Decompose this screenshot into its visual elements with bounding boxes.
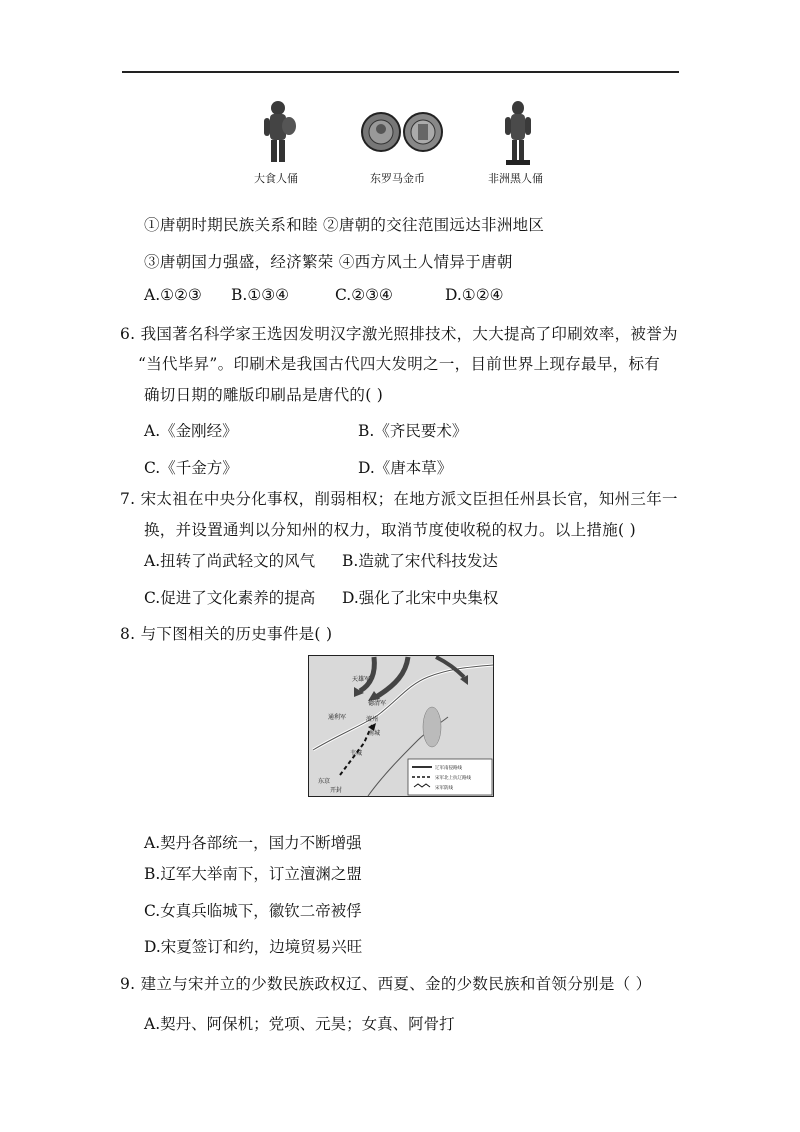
q8-option-a[interactable]: A.契丹各部统一，国力不断增强 [144, 834, 362, 852]
label-chanzhou: 澶州 [366, 716, 379, 723]
legend-liao: 辽军南侵路线 [435, 766, 462, 771]
q5-option-b[interactable]: B.①③④ [231, 286, 290, 304]
q9-option-a[interactable]: A.契丹、阿保机；党项、元昊；女真、阿骨打 [144, 1015, 455, 1033]
q7-option-d[interactable]: D.强化了北宋中央集权 [342, 589, 499, 607]
label-tongli: 通利军 [328, 714, 347, 721]
byzantine-coins-image [360, 110, 446, 154]
label-kaifeng: 开封 [330, 787, 343, 794]
q6-option-a[interactable]: A.《金刚经》 [144, 422, 238, 440]
chanyuan-map [308, 655, 494, 797]
q7-line-1: 7. 宋太祖在中央分化事权，削弱相权；在地方派文臣担任州县长官，知州三年一 [120, 490, 678, 508]
q8-option-b[interactable]: B.辽军大举南下，订立澶渊之盟 [144, 865, 362, 883]
q7-option-c[interactable]: C.促进了文化素养的提高 [144, 589, 316, 607]
header-rule [122, 71, 679, 73]
q8-option-d[interactable]: D.宋夏签订和约，边境贸易兴旺 [144, 938, 363, 956]
label-dongjing: 东京 [318, 778, 331, 785]
caption-african: 非洲黑人俑 [488, 172, 543, 185]
q5-option-d[interactable]: D.①②④ [445, 286, 504, 304]
q6-line-1: 6. 我国著名科学家王选因发明汉字激光照排技术，大大提高了印刷效率，被誉为 [120, 325, 678, 343]
q5-option-a[interactable]: A.①②③ [144, 286, 202, 304]
q6-option-d[interactable]: D.《唐本草》 [358, 459, 453, 477]
q6-line-2: “当代毕昇”。印刷术是我国古代四大发明之一，目前世界上现存最早，标有 [138, 355, 661, 373]
q5-statement-2: ③唐朝国力强盛，经济繁荣 ④西方风土人情异于唐朝 [144, 253, 513, 271]
q8-option-c[interactable]: C.女真兵临城下，徽钦二帝被俘 [144, 902, 362, 920]
label-weicheng: 韦城 [350, 750, 363, 757]
label-dezhou: 德清军 [368, 700, 387, 707]
q6-option-c[interactable]: C.《千金方》 [144, 459, 238, 477]
q8-stem: 8. 与下图相关的历史事件是( ) [120, 625, 333, 643]
legend-song-route: 宋军北上抗辽路线 [435, 776, 471, 781]
q7-option-a[interactable]: A.扭转了尚武轻文的风气 [144, 552, 316, 570]
dashi-figurine-image [258, 100, 298, 166]
q5-option-c[interactable]: C.②③④ [335, 286, 393, 304]
label-nancheng: 南城 [368, 730, 381, 737]
legend-song-line: 宋军防线 [435, 786, 453, 791]
q9-stem: 9. 建立与宋并立的少数民族政权辽、西夏、金的少数民族和首领分别是（ ） [120, 975, 652, 993]
caption-dashi: 大食人俑 [254, 172, 298, 185]
q6-line-3: 确切日期的雕版印刷品是唐代的( ) [144, 386, 384, 404]
african-figurine-image [500, 100, 536, 166]
q5-statement-1: ①唐朝时期民族关系和睦 ②唐朝的交往范围远达非洲地区 [144, 216, 545, 234]
caption-coin: 东罗马金币 [370, 172, 425, 185]
label-tianxiong: 天雄军 [352, 676, 371, 683]
q6-option-b[interactable]: B.《齐民要术》 [358, 422, 468, 440]
q7-line-2: 换，并设置通判以分知州的权力，取消节度使收税的权力。以上措施( ) [144, 521, 636, 539]
q7-option-b[interactable]: B.造就了宋代科技发达 [342, 552, 498, 570]
